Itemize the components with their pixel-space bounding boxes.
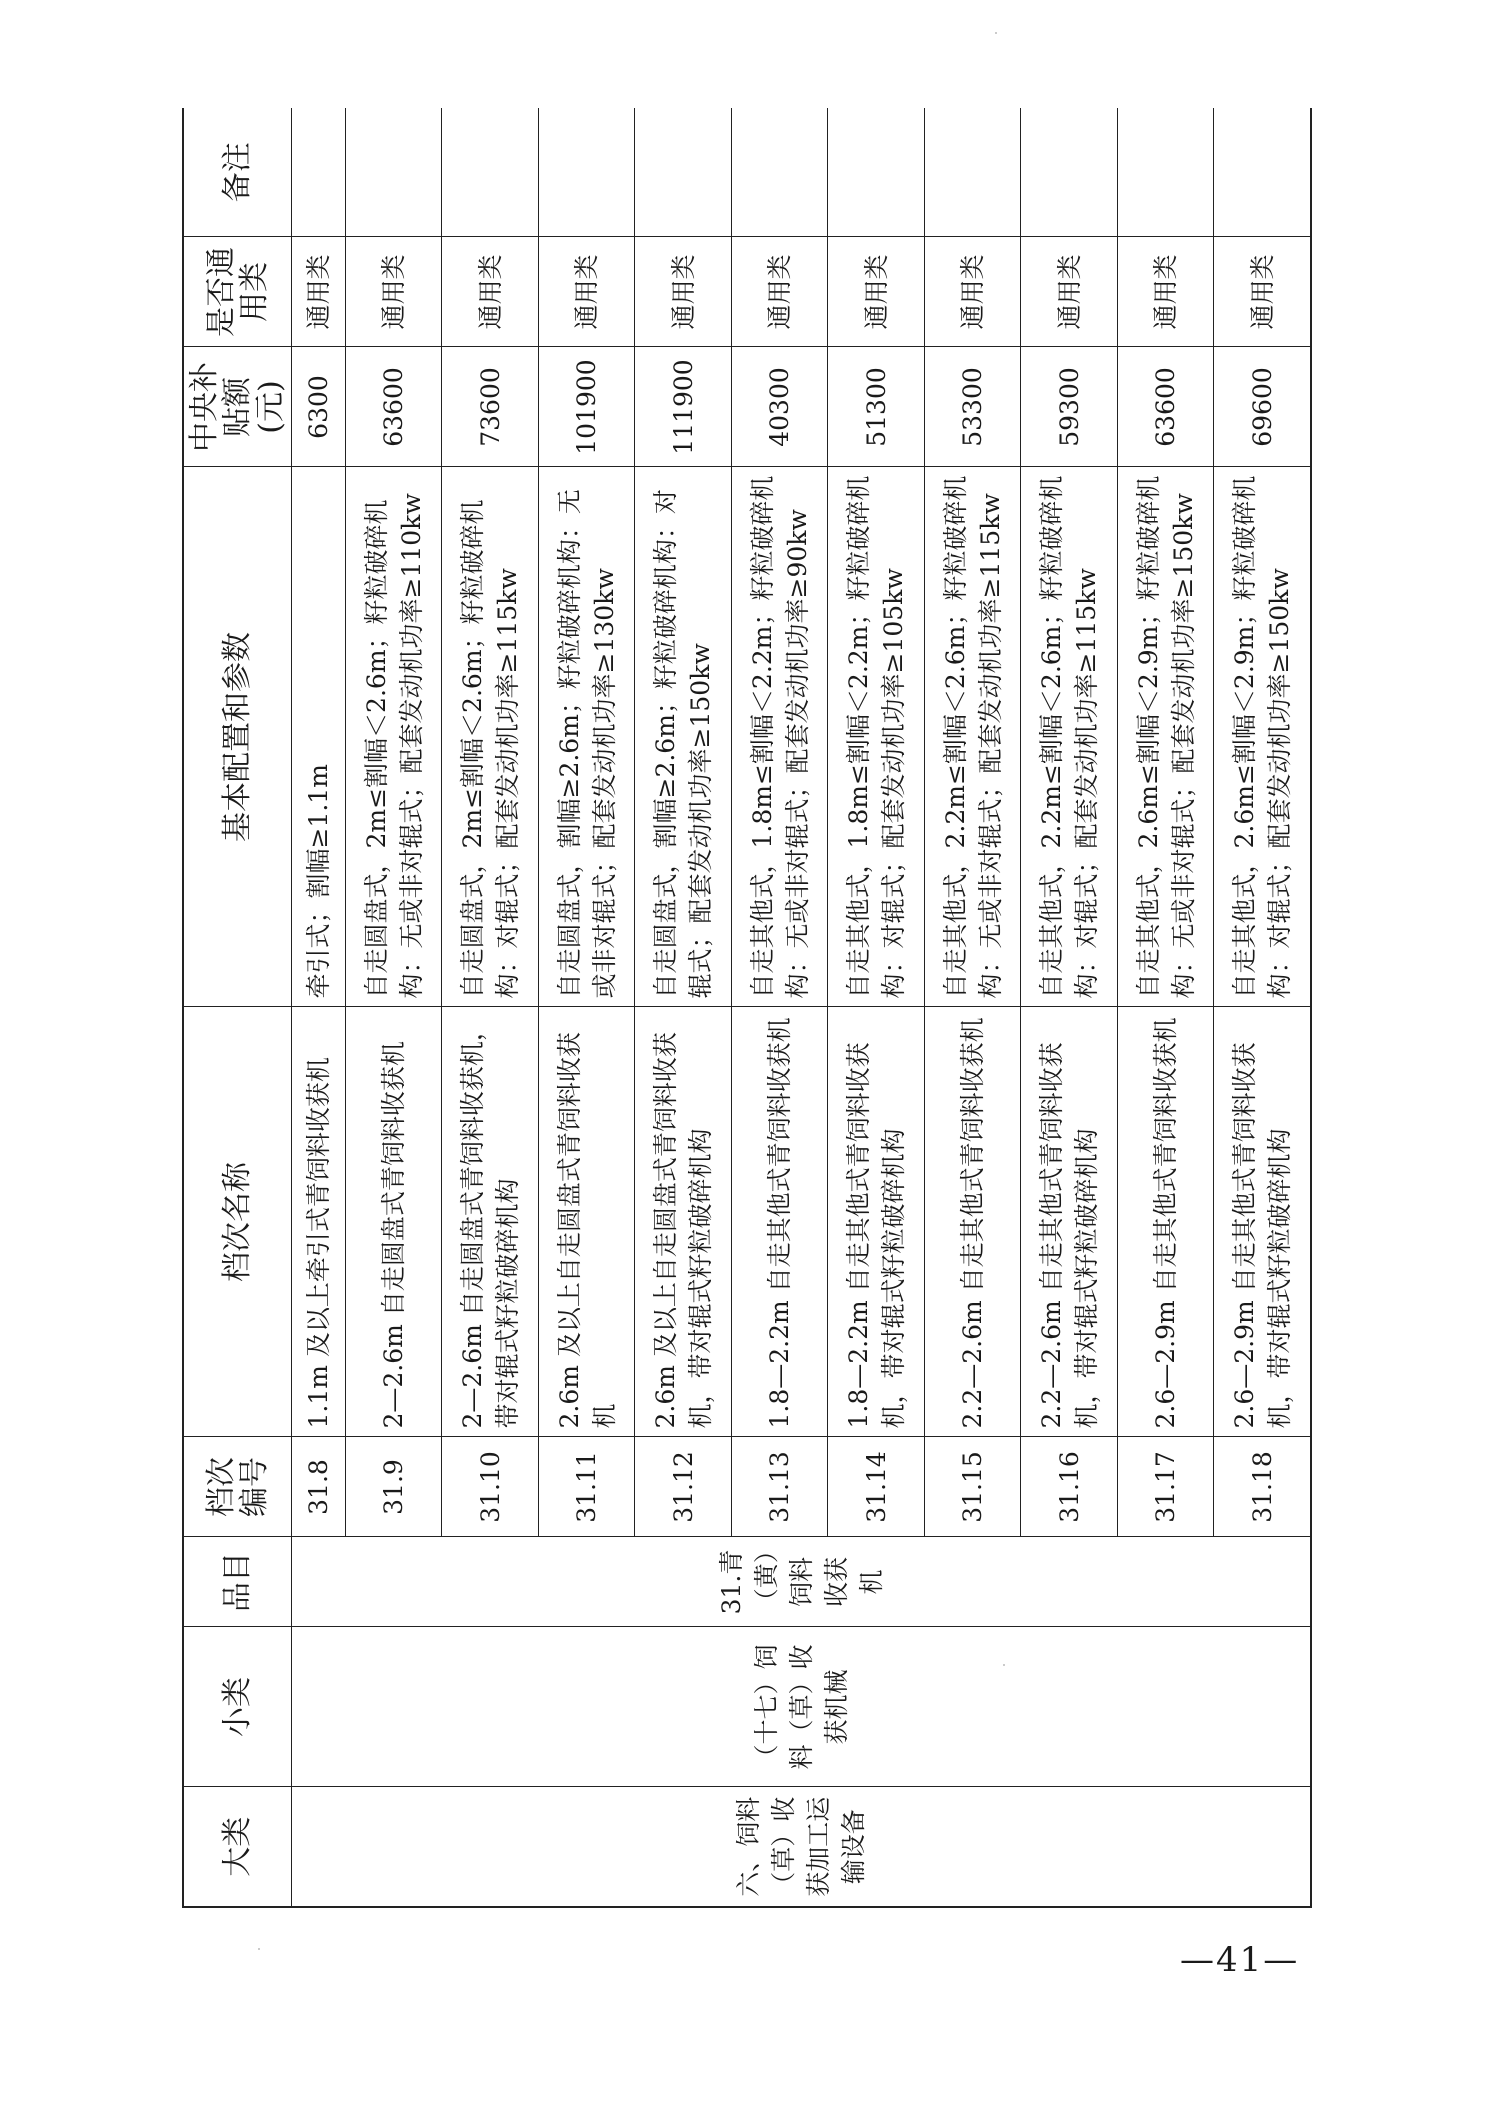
row-remark: [1117, 108, 1214, 237]
group-pinmu: 31.青（黄）饲料收获机: [292, 1537, 1312, 1627]
row-config: 自走圆盘式，割幅≥2.6m；籽粒破碎机构：无或非对辊式；配套发动机功率≥130kw: [538, 467, 635, 1007]
table-header-row: [183, 108, 292, 1907]
row-config: 自走圆盘式，2m≤割幅＜2.6m；籽粒破碎机构：无或非对辊式；配套发动机功率≥110kw: [345, 467, 442, 1007]
row-remark: [828, 108, 925, 237]
row-general: 通用类: [731, 237, 828, 347]
row-code: 31.10: [442, 1437, 539, 1537]
row-general: 通用类: [828, 237, 925, 347]
row-code: 31.15: [924, 1437, 1021, 1537]
row-name: 2.6m 及以上自走圆盘式青饲料收获机: [538, 1007, 635, 1437]
group-xiaolei: （十七）饲料（草）收获机械: [292, 1627, 1312, 1787]
header-tongyong: 是否通用类: [183, 237, 292, 347]
header-dangci-bianhao: 档次编号: [183, 1437, 292, 1537]
row-name: 2.6—2.9m 自走其他式青饲料收获机: [1117, 1007, 1214, 1437]
row-name: 2.2—2.6m 自走其他式青饲料收获机: [924, 1007, 1021, 1437]
header-dalei: 大类: [183, 1787, 292, 1907]
page-number: —41—: [1180, 1940, 1300, 1980]
row-subsidy: 63600: [345, 347, 442, 467]
row-name: 2—2.6m 自走圆盘式青饲料收获机: [345, 1007, 442, 1437]
row-name: 1.1m 及以上牵引式青饲料收获机: [292, 1007, 346, 1437]
row-code: 31.12: [635, 1437, 732, 1537]
group-dalei: 六、饲料（草）收获加工运输设备: [292, 1787, 1312, 1907]
scan-speck: [1003, 1664, 1005, 1666]
row-config: 自走其他式，2.2m≤割幅＜2.6m；籽粒破碎机构：对辊式；配套发动机功率≥115kw: [1021, 467, 1118, 1007]
row-config: 牵引式；割幅≥1.1m: [292, 467, 346, 1007]
row-subsidy: 6300: [292, 347, 346, 467]
row-subsidy: 40300: [731, 347, 828, 467]
scan-speck: [258, 1948, 260, 1950]
row-name: 2.6—2.9m 自走其他式青饲料收获机，带对辊式籽粒破碎机构: [1214, 1007, 1311, 1437]
row-config: 自走其他式，2.6m≤割幅＜2.9m；籽粒破碎机构：对辊式；配套发动机功率≥150kw: [1214, 467, 1311, 1007]
row-general: 通用类: [1021, 237, 1118, 347]
header-peizhi: 基本配置和参数: [183, 467, 292, 1007]
row-code: 31.9: [345, 1437, 442, 1537]
row-remark: [538, 108, 635, 237]
row-subsidy: 59300: [1021, 347, 1118, 467]
row-config: 自走其他式，1.8m≤割幅＜2.2m；籽粒破碎机构：无或非对辊式；配套发动机功率≥90kw: [731, 467, 828, 1007]
row-general: 通用类: [292, 237, 346, 347]
row-code: 31.11: [538, 1437, 635, 1537]
row-remark: [635, 108, 732, 237]
row-remark: [731, 108, 828, 237]
row-subsidy: 69600: [1214, 347, 1311, 467]
subsidy-table: [182, 108, 1312, 1908]
table-rotation-layer: [182, 108, 1312, 1908]
row-remark: [292, 108, 346, 237]
row-subsidy: 63600: [1117, 347, 1214, 467]
table-rotated-container: [182, 108, 1312, 1908]
row-config: 自走其他式，1.8m≤割幅＜2.2m；籽粒破碎机构：对辊式；配套发动机功率≥105kw: [828, 467, 925, 1007]
row-remark: [442, 108, 539, 237]
row-code: 31.16: [1021, 1437, 1118, 1537]
row-name: 2.6m 及以上自走圆盘式青饲料收获机，带对辊式籽粒破碎机构: [635, 1007, 732, 1437]
row-subsidy: 51300: [828, 347, 925, 467]
row-code: 31.17: [1117, 1437, 1214, 1537]
row-code: 31.14: [828, 1437, 925, 1537]
row-subsidy: 53300: [924, 347, 1021, 467]
row-code: 31.18: [1214, 1437, 1311, 1537]
row-name: 2.2—2.6m 自走其他式青饲料收获机，带对辊式籽粒破碎机构: [1021, 1007, 1118, 1437]
header-xiaolei: 小类: [183, 1627, 292, 1787]
row-general: 通用类: [1214, 237, 1311, 347]
row-name: 1.8—2.2m 自走其他式青饲料收获机，带对辊式籽粒破碎机构: [828, 1007, 925, 1437]
row-config: 自走其他式，2.6m≤割幅＜2.9m；籽粒破碎机构：无或非对辊式；配套发动机功率≥150kw: [1117, 467, 1214, 1007]
row-config: 自走圆盘式，2m≤割幅＜2.6m；籽粒破碎机构：对辊式；配套发动机功率≥115kw: [442, 467, 539, 1007]
row-subsidy: 73600: [442, 347, 539, 467]
row-general: 通用类: [345, 237, 442, 347]
row-code: 31.13: [731, 1437, 828, 1537]
row-general: 通用类: [1117, 237, 1214, 347]
row-code: 31.8: [292, 1437, 346, 1537]
header-dangci-mingcheng: 档次名称: [183, 1007, 292, 1437]
table-body: [292, 108, 1312, 1907]
row-remark: [1214, 108, 1311, 237]
row-config: 自走其他式，2.2m≤割幅＜2.6m；籽粒破碎机构：无或非对辊式；配套发动机功率≥115kw: [924, 467, 1021, 1007]
header-pinmu: 品目: [183, 1537, 292, 1627]
row-subsidy: 111900: [635, 347, 732, 467]
row-remark: [1021, 108, 1118, 237]
scan-speck: [995, 32, 997, 34]
row-name: 2—2.6m 自走圆盘式青饲料收获机，带对辊式籽粒破碎机构: [442, 1007, 539, 1437]
row-general: 通用类: [924, 237, 1021, 347]
row-general: 通用类: [635, 237, 732, 347]
header-butie: 中央补贴额(元): [183, 347, 292, 467]
table-row: [292, 108, 346, 1907]
row-general: 通用类: [442, 237, 539, 347]
row-general: 通用类: [538, 237, 635, 347]
row-config: 自走圆盘式，割幅≥2.6m；籽粒破碎机构：对辊式；配套发动机功率≥150kw: [635, 467, 732, 1007]
row-remark: [345, 108, 442, 237]
row-subsidy: 101900: [538, 347, 635, 467]
header-beizhu: 备注: [183, 108, 292, 237]
row-name: 1.8—2.2m 自走其他式青饲料收获机: [731, 1007, 828, 1437]
row-remark: [924, 108, 1021, 237]
